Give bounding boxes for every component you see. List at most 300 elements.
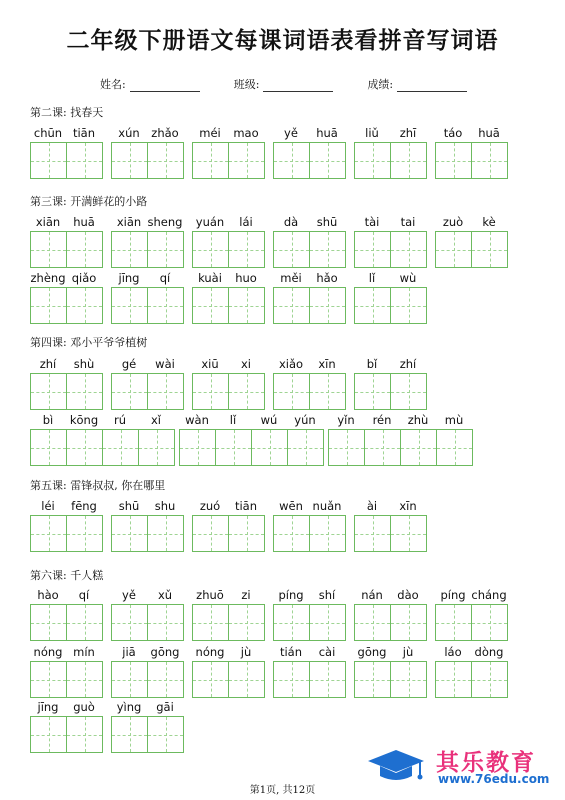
writing-cell[interactable] [471, 605, 507, 640]
writing-cell[interactable] [112, 374, 147, 409]
pinyin-syllable: xǔ [157, 588, 173, 602]
pinyin-line [435, 126, 508, 142]
writing-grid [354, 231, 427, 268]
writing-cell[interactable] [112, 662, 147, 697]
word-group [192, 588, 265, 641]
writing-cell[interactable] [228, 516, 264, 551]
writing-grid [30, 429, 175, 466]
pinyin-syllable: nóng [195, 645, 225, 659]
word-group [273, 126, 346, 179]
writing-cell[interactable] [193, 232, 228, 267]
class-line[interactable] [263, 81, 333, 92]
writing-grid [192, 287, 265, 324]
word-row [30, 499, 435, 552]
pinyin-syllable: píng [440, 588, 466, 602]
pinyin-line [435, 645, 508, 661]
pinyin-syllable: wàn [185, 413, 209, 427]
writing-cell[interactable] [309, 232, 345, 267]
writing-grid [192, 604, 265, 641]
pinyin-line [30, 645, 103, 661]
pinyin-syllable: wēn [279, 499, 303, 513]
pinyin-line [192, 357, 265, 373]
pinyin-line [111, 126, 184, 142]
pinyin-line [354, 215, 427, 231]
writing-cell[interactable] [112, 143, 147, 178]
pinyin-syllable: yě [122, 588, 136, 602]
word-group [354, 271, 427, 324]
writing-grid [273, 661, 346, 698]
word-group [354, 126, 427, 179]
word-group [111, 271, 184, 324]
pinyin-line [435, 215, 508, 231]
word-group [30, 413, 175, 466]
pinyin-syllable: xīn [399, 499, 417, 513]
writing-cell[interactable] [66, 232, 102, 267]
writing-cell[interactable] [31, 717, 66, 752]
writing-cell[interactable] [215, 430, 251, 465]
writing-cell[interactable] [147, 605, 183, 640]
writing-grid [192, 373, 265, 410]
writing-grid [273, 287, 346, 324]
writing-cell[interactable] [66, 717, 102, 752]
writing-grid [30, 661, 103, 698]
writing-grid [273, 231, 346, 268]
writing-cell[interactable] [147, 374, 183, 409]
writing-cell[interactable] [66, 374, 102, 409]
writing-cell[interactable] [390, 374, 426, 409]
pinyin-line [30, 413, 175, 429]
writing-cell[interactable] [309, 662, 345, 697]
pinyin-syllable: cháng [471, 588, 507, 602]
writing-grid [192, 661, 265, 698]
score-label: 成绩: [367, 78, 394, 91]
word-group [192, 499, 265, 552]
word-group [111, 499, 184, 552]
pinyin-syllable: píng [278, 588, 304, 602]
writing-cell[interactable] [31, 662, 66, 697]
writing-grid [111, 231, 184, 268]
writing-grid [30, 287, 103, 324]
writing-cell[interactable] [193, 662, 228, 697]
writing-grid [30, 716, 103, 753]
pinyin-line [111, 645, 184, 661]
writing-cell[interactable] [471, 662, 507, 697]
word-group [273, 357, 346, 410]
word-group [30, 126, 103, 179]
student-info [100, 76, 520, 92]
word-group [273, 645, 346, 698]
pinyin-syllable: mù [444, 413, 464, 427]
name-field[interactable] [100, 76, 200, 92]
lesson-title: 第二课: 找春天 [30, 106, 104, 119]
writing-grid [30, 142, 103, 179]
writing-cell[interactable] [112, 605, 147, 640]
word-group [30, 271, 103, 324]
pinyin-syllable: shù [73, 357, 95, 371]
pinyin-syllable: lái [239, 215, 253, 229]
pinyin-syllable: dà [283, 215, 299, 229]
word-group [354, 588, 427, 641]
writing-cell[interactable] [112, 516, 147, 551]
writing-cell[interactable] [66, 143, 102, 178]
pinyin-syllable: tiān [72, 126, 96, 140]
word-group [192, 271, 265, 324]
pinyin-syllable: xiān [35, 215, 61, 229]
pinyin-syllable: zhèng [30, 271, 66, 285]
name-label: 姓名: [100, 78, 126, 91]
pinyin-syllable: yún [294, 413, 316, 427]
pinyin-syllable: rén [372, 413, 392, 427]
word-group [30, 215, 103, 268]
word-group [354, 215, 427, 268]
writing-cell[interactable] [147, 232, 183, 267]
word-group [273, 499, 346, 552]
pinyin-syllable: huā [73, 215, 95, 229]
word-group [192, 357, 265, 410]
writing-cell[interactable] [309, 288, 345, 323]
writing-cell[interactable] [309, 516, 345, 551]
writing-grid [111, 287, 184, 324]
pinyin-syllable: sheng [147, 215, 183, 229]
writing-grid [30, 373, 103, 410]
writing-grid [111, 142, 184, 179]
writing-cell[interactable] [355, 605, 390, 640]
brand-name: 其乐教育 [436, 750, 536, 776]
pinyin-line [111, 271, 184, 287]
pinyin-syllable: gōng [357, 645, 387, 659]
pinyin-syllable: kè [482, 215, 496, 229]
pinyin-line [273, 126, 346, 142]
writing-cell[interactable] [390, 288, 426, 323]
writing-cell[interactable] [274, 516, 309, 551]
pinyin-line [273, 645, 346, 661]
writing-cell[interactable] [274, 232, 309, 267]
writing-cell[interactable] [390, 232, 426, 267]
pinyin-syllable: xiū [201, 357, 219, 371]
word-row [30, 413, 477, 466]
pinyin-line [30, 588, 103, 604]
writing-grid [273, 373, 346, 410]
pinyin-syllable: nóng [33, 645, 63, 659]
writing-cell[interactable] [193, 374, 228, 409]
writing-cell[interactable] [390, 143, 426, 178]
pinyin-line [30, 271, 103, 287]
pinyin-syllable: xǐ [150, 413, 161, 427]
pinyin-syllable: jīng [118, 271, 140, 285]
writing-grid [435, 142, 508, 179]
writing-cell[interactable] [355, 288, 390, 323]
pinyin-syllable: méi [199, 126, 221, 140]
pinyin-line [192, 215, 265, 231]
word-group [354, 357, 427, 410]
writing-grid [354, 661, 427, 698]
pinyin-syllable: liǔ [365, 126, 379, 140]
writing-cell[interactable] [274, 288, 309, 323]
writing-cell[interactable] [228, 232, 264, 267]
pinyin-syllable: yě [284, 126, 298, 140]
brand-url: www.76edu.com [438, 772, 550, 786]
word-row [30, 645, 516, 698]
page-footer: 第1页, 共12页 [249, 785, 316, 796]
word-row [30, 700, 192, 753]
writing-cell[interactable] [193, 143, 228, 178]
pinyin-syllable: ài [366, 499, 378, 513]
pinyin-line [30, 357, 103, 373]
writing-cell[interactable] [355, 143, 390, 178]
pinyin-line [273, 271, 346, 287]
pinyin-line [179, 413, 324, 429]
writing-grid [111, 515, 184, 552]
pinyin-line [192, 499, 265, 515]
writing-cell[interactable] [251, 430, 287, 465]
pinyin-syllable: xīn [318, 357, 336, 371]
writing-cell[interactable] [329, 430, 364, 465]
name-line[interactable] [130, 81, 200, 92]
pinyin-line [30, 126, 103, 142]
pinyin-line [192, 126, 265, 142]
writing-cell[interactable] [436, 430, 472, 465]
word-group [354, 645, 427, 698]
word-group [354, 499, 427, 552]
writing-cell[interactable] [355, 232, 390, 267]
pinyin-line [30, 700, 103, 716]
writing-cell[interactable] [228, 143, 264, 178]
writing-grid [435, 231, 508, 268]
pinyin-syllable: dào [397, 588, 419, 602]
writing-cell[interactable] [31, 430, 66, 465]
pinyin-syllable: wài [155, 357, 175, 371]
writing-cell[interactable] [31, 288, 66, 323]
writing-cell[interactable] [228, 605, 264, 640]
pinyin-syllable: tián [279, 645, 303, 659]
pinyin-syllable: shū [316, 215, 338, 229]
word-group [111, 700, 184, 753]
pinyin-syllable: kōng [69, 413, 99, 427]
writing-cell[interactable] [31, 232, 66, 267]
writing-cell[interactable] [66, 516, 102, 551]
writing-cell[interactable] [228, 374, 264, 409]
writing-cell[interactable] [31, 374, 66, 409]
writing-cell[interactable] [309, 143, 345, 178]
writing-cell[interactable] [193, 516, 228, 551]
pinyin-syllable: měi [280, 271, 302, 285]
writing-grid [435, 604, 508, 641]
writing-cell[interactable] [274, 662, 309, 697]
pinyin-syllable: zhī [399, 126, 417, 140]
writing-cell[interactable] [471, 232, 507, 267]
pinyin-syllable: wú [260, 413, 278, 427]
pinyin-syllable: wù [399, 271, 417, 285]
pinyin-syllable: shū [118, 499, 140, 513]
writing-cell[interactable] [364, 430, 400, 465]
pinyin-syllable: kuài [198, 271, 222, 285]
writing-cell[interactable] [436, 662, 471, 697]
writing-cell[interactable] [180, 430, 215, 465]
class-field[interactable] [234, 76, 334, 92]
writing-cell[interactable] [287, 430, 323, 465]
pinyin-syllable: guò [73, 700, 95, 714]
pinyin-syllable: jīng [37, 700, 59, 714]
pinyin-syllable: mao [233, 126, 259, 140]
writing-cell[interactable] [147, 516, 183, 551]
pinyin-syllable: huā [316, 126, 338, 140]
pinyin-line [273, 588, 346, 604]
pinyin-syllable: cài [318, 645, 336, 659]
writing-cell[interactable] [436, 232, 471, 267]
writing-cell[interactable] [355, 662, 390, 697]
writing-cell[interactable] [400, 430, 436, 465]
writing-grid [111, 716, 184, 753]
word-group [435, 126, 508, 179]
pinyin-syllable: hào [37, 588, 59, 602]
pinyin-syllable: tài [364, 215, 380, 229]
writing-cell[interactable] [147, 717, 183, 752]
writing-cell[interactable] [147, 662, 183, 697]
writing-cell[interactable] [228, 662, 264, 697]
score-field[interactable] [367, 76, 467, 92]
writing-cell[interactable] [390, 662, 426, 697]
word-group [111, 126, 184, 179]
writing-cell[interactable] [31, 143, 66, 178]
writing-cell[interactable] [31, 516, 66, 551]
writing-cell[interactable] [193, 605, 228, 640]
pinyin-syllable: léi [41, 499, 55, 513]
writing-cell[interactable] [102, 430, 138, 465]
lesson-title: 第六课: 千人糕 [30, 569, 104, 582]
word-group [435, 645, 508, 698]
writing-grid [354, 604, 427, 641]
word-group [192, 126, 265, 179]
writing-cell[interactable] [112, 288, 147, 323]
writing-grid [111, 373, 184, 410]
writing-cell[interactable] [147, 288, 183, 323]
writing-cell[interactable] [274, 374, 309, 409]
writing-cell[interactable] [228, 288, 264, 323]
word-row [30, 215, 516, 268]
pinyin-syllable: nuǎn [312, 499, 342, 513]
pinyin-syllable: zuò [442, 215, 464, 229]
writing-cell[interactable] [112, 232, 147, 267]
word-group [192, 215, 265, 268]
writing-grid [111, 661, 184, 698]
writing-cell[interactable] [31, 605, 66, 640]
pinyin-syllable: jù [240, 645, 252, 659]
pinyin-syllable: qiǎo [71, 271, 97, 285]
writing-grid [30, 604, 103, 641]
writing-grid [192, 142, 265, 179]
pinyin-syllable: gé [121, 357, 137, 371]
writing-cell[interactable] [355, 516, 390, 551]
writing-cell[interactable] [66, 288, 102, 323]
word-group [273, 215, 346, 268]
lesson-title: 第四课: 邓小平爷爷植树 [30, 336, 148, 349]
pinyin-syllable: fēng [71, 499, 97, 513]
writing-cell[interactable] [309, 374, 345, 409]
writing-cell[interactable] [390, 516, 426, 551]
pinyin-syllable: xi [240, 357, 251, 371]
word-group [30, 499, 103, 552]
writing-cell[interactable] [436, 605, 471, 640]
writing-cell[interactable] [390, 605, 426, 640]
pinyin-line [354, 499, 427, 515]
pinyin-syllable: zuó [199, 499, 221, 513]
word-group [179, 413, 324, 466]
writing-grid [111, 604, 184, 641]
pinyin-syllable: xún [118, 126, 140, 140]
pinyin-syllable: huā [478, 126, 500, 140]
writing-cell[interactable] [147, 143, 183, 178]
pinyin-syllable: jiā [122, 645, 136, 659]
writing-grid [192, 515, 265, 552]
pinyin-line [354, 271, 427, 287]
writing-cell[interactable] [138, 430, 174, 465]
pinyin-line [192, 645, 265, 661]
pinyin-syllable: xiǎo [278, 357, 304, 371]
writing-cell[interactable] [66, 662, 102, 697]
word-group [435, 588, 508, 641]
writing-cell[interactable] [274, 605, 309, 640]
writing-cell[interactable] [112, 717, 147, 752]
writing-cell[interactable] [471, 143, 507, 178]
writing-grid [30, 515, 103, 552]
pinyin-syllable: chūn [33, 126, 63, 140]
pinyin-syllable: zi [241, 588, 251, 602]
writing-cell[interactable] [274, 143, 309, 178]
pinyin-line [328, 413, 473, 429]
pinyin-syllable: gōng [150, 645, 180, 659]
word-row [30, 357, 435, 410]
writing-cell[interactable] [66, 430, 102, 465]
pinyin-syllable: bǐ [366, 357, 378, 371]
writing-cell[interactable] [66, 605, 102, 640]
pinyin-syllable: zhí [399, 357, 417, 371]
writing-grid [192, 231, 265, 268]
pinyin-syllable: tiān [234, 499, 258, 513]
writing-grid [435, 661, 508, 698]
pinyin-syllable: hǎo [316, 271, 338, 285]
word-group [435, 215, 508, 268]
word-row [30, 271, 435, 324]
pinyin-syllable: zhù [407, 413, 429, 427]
pinyin-line [111, 588, 184, 604]
lesson-title: 第三课: 开满鲜花的小路 [30, 195, 148, 208]
pinyin-syllable: bì [42, 413, 54, 427]
pinyin-syllable: rú [113, 413, 127, 427]
pinyin-syllable: tai [400, 215, 416, 229]
class-label: 班级: [233, 78, 260, 91]
writing-grid [273, 515, 346, 552]
pinyin-syllable: yǐn [337, 413, 355, 427]
pinyin-syllable: huo [235, 271, 257, 285]
writing-cell[interactable] [436, 143, 471, 178]
writing-cell[interactable] [309, 605, 345, 640]
writing-cell[interactable] [193, 288, 228, 323]
writing-cell[interactable] [355, 374, 390, 409]
word-group [192, 645, 265, 698]
word-group [111, 588, 184, 641]
pinyin-line [273, 357, 346, 373]
pinyin-syllable: láo [444, 645, 462, 659]
score-line[interactable] [397, 81, 467, 92]
pinyin-line [354, 645, 427, 661]
pinyin-line [192, 271, 265, 287]
writing-grid [273, 604, 346, 641]
pinyin-syllable: lǐ [229, 413, 237, 427]
pinyin-syllable: lǐ [368, 271, 376, 285]
pinyin-line [30, 499, 103, 515]
writing-grid [354, 515, 427, 552]
word-group [111, 357, 184, 410]
